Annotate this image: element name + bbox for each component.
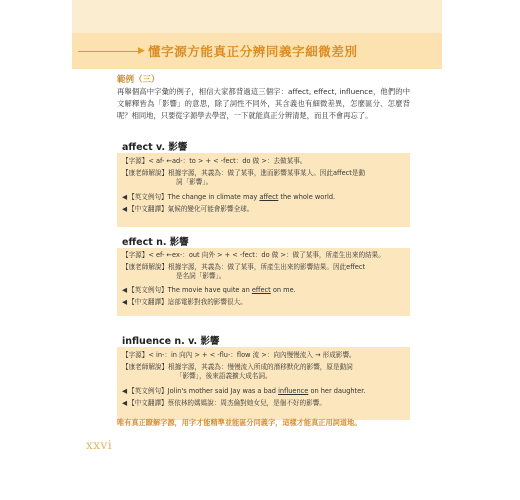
example-text-post: on me. (270, 286, 296, 294)
top-color-band (72, 0, 442, 33)
entry-pos: v. (156, 142, 166, 153)
example-text-post: the whole world. (278, 193, 336, 201)
translation-row (122, 399, 406, 408)
explanation-row (122, 169, 406, 187)
translation-text: 【中文翻譯】氣候的變化可能會影響全球。 (128, 205, 254, 213)
arrow-right-icon: ▶ (138, 46, 145, 56)
explanation-line-2: 「影響」，後來語義擴大成名詞。 (176, 372, 272, 380)
explanation-line-1: 【康老師解說】根據字源，其義為：做了某事，所產生出來的影響結果。因此effect (122, 263, 366, 271)
example-row (122, 193, 406, 202)
etymology-row: 【字源】< af- ←ad-：to > + < -fect：do 做 >：去做某事。 (122, 157, 307, 165)
example-label: 【英文例句】 (128, 286, 168, 294)
explanation-line-1: 【康老師解說】根據字源，其義為：慢慢流入所成的潛移默化的影響，原是動詞 (122, 363, 353, 371)
entry-pos: n. (156, 237, 167, 248)
speaker-icon: ◀ (122, 298, 128, 306)
footer-note: 唯有真正瞭解字源，用字才能精準並能區分同義字，這樣才能真正用詞道地。 (117, 418, 362, 427)
chapter-header (72, 33, 442, 69)
intro-paragraph: 再舉個高中字彙的例子，相信大家都背過這三個字：affect, effect, influence，他們的中文解釋皆為「影響」的意思，除了詞性不同外，其含義也有細微差異，怎麼區分、怎麼背呢？相同地，只要從字源學去學習，一下就能真正分辨清楚，而且不會再忘了。 (117, 87, 410, 120)
speaker-icon: ◀ (122, 387, 128, 395)
explanation-line-1: 【康老師解說】根據字源，其義為：做了某事，進而影響某事某人。因此affect是動 (122, 169, 366, 177)
chapter-title: 懂字源方能真正分辨同義字細微差別 (148, 44, 358, 59)
translation-text: 【中文翻譯】這部電影對我的影響很大。 (128, 298, 247, 306)
speaker-icon: ◀ (122, 205, 128, 213)
entry-box-affect (117, 137, 410, 227)
example-text-pre: The movie have quite an (167, 286, 252, 294)
explanation-row (122, 263, 406, 281)
page-number: xxvi (86, 438, 113, 452)
entry-word: influence (122, 336, 172, 347)
entry-heading (117, 331, 410, 347)
example-keyword: influence (278, 387, 309, 395)
speaker-icon: ◀ (122, 193, 128, 201)
header-rule (78, 51, 140, 52)
entry-box-effect (117, 232, 410, 316)
example-keyword: effect (251, 286, 271, 294)
entry-pos: n. v. (174, 336, 198, 347)
entry-heading (117, 232, 410, 248)
example-keyword: affect (259, 193, 279, 201)
entry-meaning: 影響 (168, 142, 188, 153)
translation-row (122, 205, 406, 214)
etymology-row: 【字源】< in-：in 向內 > + < -flu-：flow 流 >：向內慢慢流入 → 形成影響。 (122, 351, 356, 359)
speaker-icon: ◀ (122, 399, 128, 407)
entry-meaning: 影響 (169, 237, 189, 248)
explanation-row (122, 363, 406, 381)
entry-box-influence (117, 331, 410, 420)
explanation-line-2: 詞「影響」。 (176, 178, 213, 186)
entry-meaning: 影響 (200, 336, 220, 347)
example-row (122, 286, 406, 295)
etymology-row: 【字源】< ef- ←ex-：out 向外 > + < -fect：do 做 >：做了某事，所產生出來的結果。 (122, 251, 385, 259)
example-text-pre: Jolin's mother said Jay was a bad (167, 387, 279, 395)
example-label: 【英文例句】 (128, 387, 168, 395)
example-row (122, 387, 406, 396)
entry-word: effect (122, 237, 153, 248)
translation-text: 【中文翻譯】蔡依林的媽媽說：周杰倫對她女兒，是個不好的影響。 (128, 399, 326, 407)
explanation-line-2: 是名詞「影響」。 (176, 272, 226, 280)
example-text-pre: The change in climate may (167, 193, 260, 201)
example-label: 【英文例句】 (128, 193, 168, 201)
translation-row (122, 298, 406, 307)
example-text-post: on her daughter. (308, 387, 366, 395)
entry-heading (117, 137, 410, 153)
section-label: 範例（三） (117, 75, 160, 85)
entry-word: affect (122, 142, 153, 153)
speaker-icon: ◀ (122, 286, 128, 294)
